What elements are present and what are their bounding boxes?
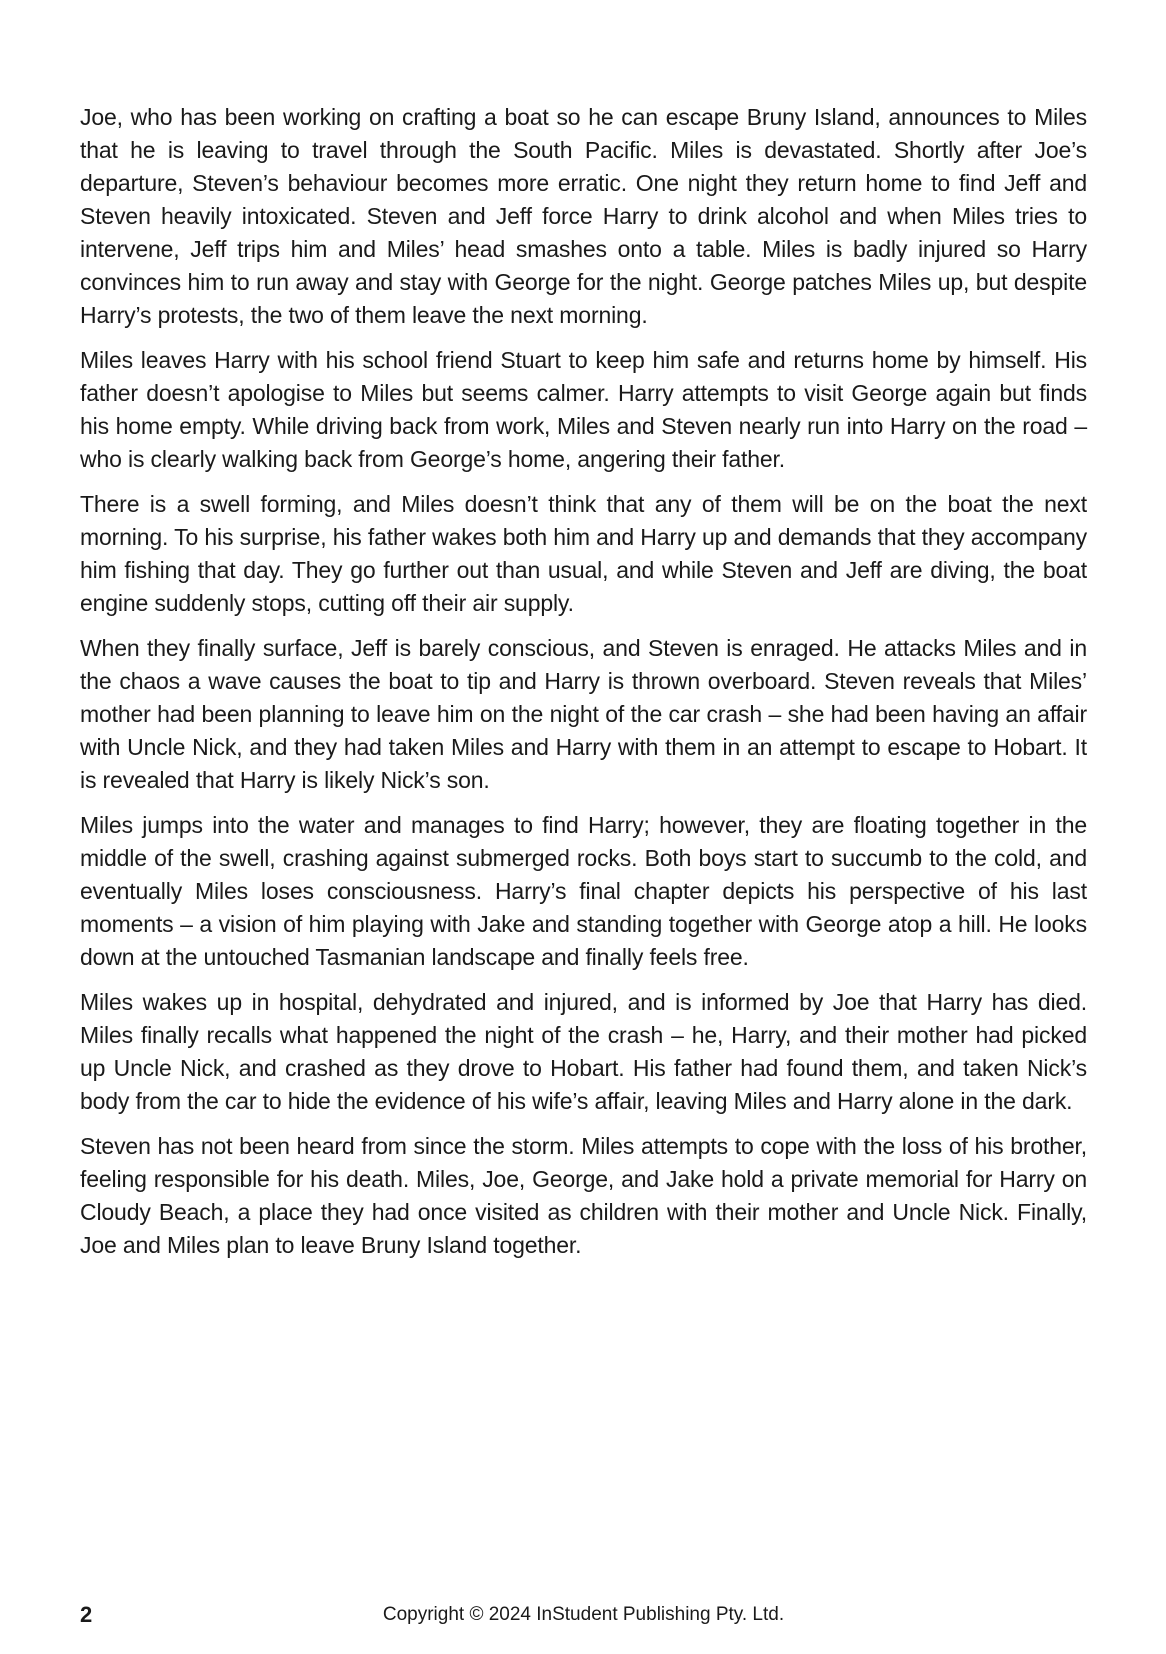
- paragraph: Joe, who has been working on crafting a boat so he can escape Bruny Island, announces to Miles that he is leaving to travel through the South Pacific. Miles is devastated. Shortly after Joe’s departure, Steven’s behaviour becomes more erratic. One night they return home to find Jeff and Steven heavily intoxicated. Steven and Jeff force Harry to drink alcohol and when Miles tries to intervene, Jeff trips him and Miles’ head smashes onto a table. Miles is badly injured so Harry convinces him to run away and stay with George for the night. George patches Miles up, but despite Harry’s protests, the two of them leave the next morning.: [80, 104, 1087, 328]
- page-number: 2: [80, 1602, 93, 1627]
- paragraph: There is a swell forming, and Miles doesn’t think that any of them will be on the boat the next morning. To his surprise, his father wakes both him and Harry up and demands that they accompany him fishing that day. They go further out than usual, and while Steven and Jeff are diving, the boat engine suddenly stops, cutting off their air supply.: [80, 491, 1087, 616]
- paragraph: Miles leaves Harry with his school friend Stuart to keep him safe and returns home by himself. His father doesn’t apologise to Miles but seems calmer. Harry attempts to visit George again but finds his home empty. While driving back from work, Miles and Steven nearly run into Harry on the road – who is clearly walking back from George’s home, angering their father.: [80, 347, 1087, 472]
- body-text: [80, 101, 1087, 1274]
- paragraph: Miles jumps into the water and manages to find Harry; however, they are floating together in the middle of the swell, crashing against submerged rocks. Both boys start to succumb to the cold, and eventually Miles loses consciousness. Harry’s final chapter depicts his perspective of his last moments – a vision of him playing with Jake and standing together with George atop a hill. He looks down at the untouched Tasmanian landscape and finally feels free.: [80, 812, 1087, 970]
- paragraph: Steven has not been heard from since the storm. Miles attempts to cope with the loss of his brother, feeling responsible for his death. Miles, Joe, George, and Jake hold a private memorial for Harry on Cloudy Beach, a place they had once visited as children with their mother and Uncle Nick. Finally, Joe and Miles plan to leave Bruny Island together.: [80, 1133, 1087, 1258]
- copyright-notice: Copyright © 2024 InStudent Publishing Pty. Ltd.: [382, 1604, 785, 1625]
- paragraph: When they finally surface, Jeff is barely conscious, and Steven is enraged. He attacks Miles and in the chaos a wave causes the boat to tip and Harry is thrown overboard. Steven reveals that Miles’ mother had been planning to leave him on the night of the car crash – she had been having an affair with Uncle Nick, and they had taken Miles and Harry with them in an attempt to escape to Hobart. It is revealed that Harry is likely Nick’s son.: [80, 635, 1087, 793]
- paragraph: Miles wakes up in hospital, dehydrated and injured, and is informed by Joe that Harry has died. Miles finally recalls what happened the night of the crash – he, Harry, and their mother had picked up Uncle Nick, and crashed as they drove to Hobart. His father had found them, and taken Nick’s body from the car to hide the evidence of his wife’s affair, leaving Miles and Harry alone in the dark.: [80, 989, 1087, 1114]
- page-footer: [80, 1600, 1087, 1630]
